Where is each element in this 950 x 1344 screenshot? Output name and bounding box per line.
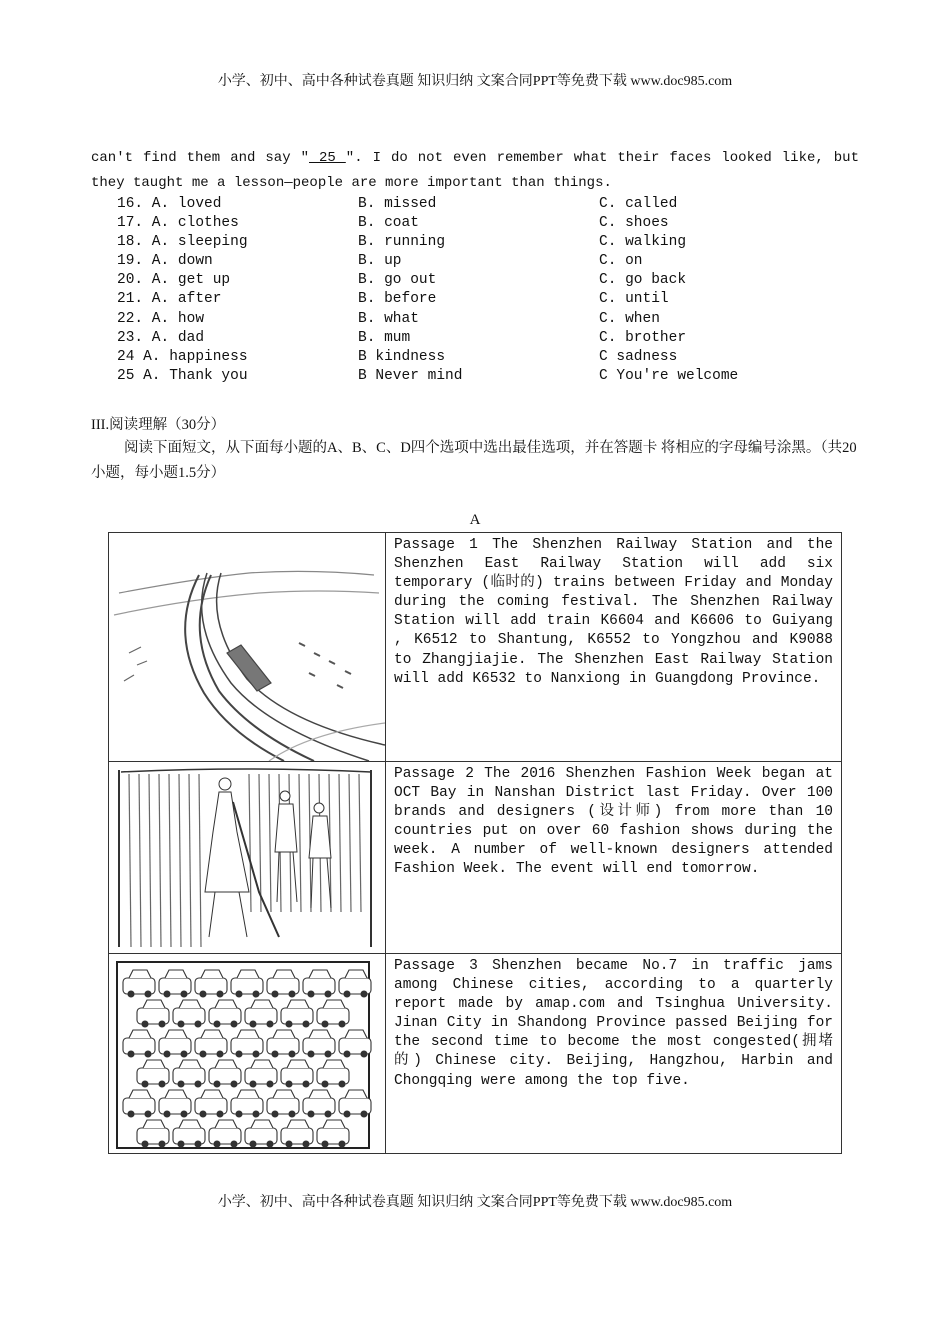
header-watermark: 小学、初中、高中各种试卷真题 知识归纳 文案合同PPT等免费下载 www.doc985.com (217, 74, 733, 89)
option-c: C. on (599, 253, 643, 270)
option-row (117, 195, 857, 214)
passage-image-cell (109, 533, 386, 762)
option-row (117, 252, 857, 271)
footer-watermark: 小学、初中、高中各种试卷真题 知识归纳 文案合同PPT等免费下载 www.doc985.com (217, 1195, 733, 1210)
cloze-options (117, 195, 857, 386)
option-row (117, 214, 857, 233)
option-b: B. up (358, 253, 402, 270)
option-a: 16. A. loved (117, 196, 222, 212)
option-c: C You're welcome (599, 367, 739, 384)
option-b: B kindness (358, 348, 446, 365)
option-a: 24 A. happiness (117, 348, 248, 365)
option-c: C. called (599, 196, 678, 212)
blank-25: 25 (309, 150, 346, 166)
passage-text: Passage 2 The 2016 Shenzhen Fashion Week began at OCT Bay in Nanshan District last Friday. Over 100 brands and designers (设计师) from more than 10 countries put on over 60 fashion shows during the week. A number of well-known designers attended Fashion Week. The event will end tomorrow. (386, 762, 842, 954)
passage-image-cell (109, 762, 386, 954)
option-c: C sadness (599, 348, 678, 365)
intro-text-before: can't find them and say " (91, 150, 309, 166)
option-c: C. brother (599, 329, 687, 346)
option-a: 17. A. clothes (117, 215, 239, 232)
option-b: B. missed (358, 196, 437, 212)
fashion-show-illustration (109, 762, 385, 952)
passage-image-cell (109, 954, 386, 1154)
option-b: B. coat (358, 215, 419, 232)
option-c: C. until (599, 291, 669, 308)
option-row (117, 348, 857, 367)
option-a: 23. A. dad (117, 329, 205, 346)
passage-text: Passage 3 Shenzhen became No.7 in traffic jams among Chinese cities, according to a quarterly report made by amap.com and Tsinghua University. Jinan City in Shandong Province passed Beijing for the second time to become the most congested(拥堵 的) Chinese city. Beijing, Hangzhou, Harbin and Chongqing were among the top five. (386, 954, 842, 1154)
option-a: 20. A. get up (117, 272, 231, 289)
option-c: C. when (599, 310, 660, 327)
passage-label: A (469, 512, 481, 528)
section-title: III.阅读理解（30分） (91, 417, 226, 433)
passage-row (109, 762, 842, 954)
option-row (117, 367, 857, 386)
option-a: 21. A. after (117, 291, 222, 308)
option-b: B Never mind (358, 367, 463, 384)
option-a: 25 A. Thank you (117, 367, 248, 384)
option-b: B. go out (358, 272, 437, 289)
option-c: C. shoes (599, 215, 669, 232)
intro-text-after: ". I do not even remember what their faces looked like, but they taught me a lesson—people are more important than things. (91, 150, 859, 191)
option-c: C. go back (599, 272, 687, 289)
option-b: B. what (358, 310, 419, 327)
option-a: 18. A. sleeping (117, 234, 248, 251)
option-b: B. running (358, 234, 446, 251)
traffic-jam-illustration (109, 954, 385, 1152)
option-row (117, 233, 857, 252)
option-row (117, 329, 857, 348)
option-b: B. before (358, 291, 437, 308)
option-row (117, 290, 857, 309)
option-b: B. mum (358, 329, 411, 346)
option-c: C. walking (599, 234, 687, 251)
section-instructions: 阅读下面短文，从下面每小题的A、B、C、D四个选项中选出最佳选项，并在答题卡 将相应的字母编号涂黑。（共20小题，每小题1.5分） (91, 440, 857, 481)
option-a: 22. A. how (117, 310, 205, 327)
railway-illustration (109, 533, 385, 761)
passage-text: Passage 1 The Shenzhen Railway Station and the Shenzhen East Railway Station will add six temporary (临时的) trains between Friday and Monday during the coming festival. The Shenzhen Railway Station will add train K6604 and K6606 to Guiyang , K6512 to Shantung, K6552 to Yongzhou and K9088 to Zhangjiajie. The Shenzhen East Railway Station will add K6532 to Nanxiong in Guangdong Province. (386, 533, 842, 762)
option-row (117, 310, 857, 329)
passage-row (109, 533, 842, 762)
option-a: 19. A. down (117, 253, 213, 270)
passages-table (108, 532, 842, 1154)
cloze-passage-ending (91, 146, 859, 196)
passage-row (109, 954, 842, 1154)
option-row (117, 271, 857, 290)
